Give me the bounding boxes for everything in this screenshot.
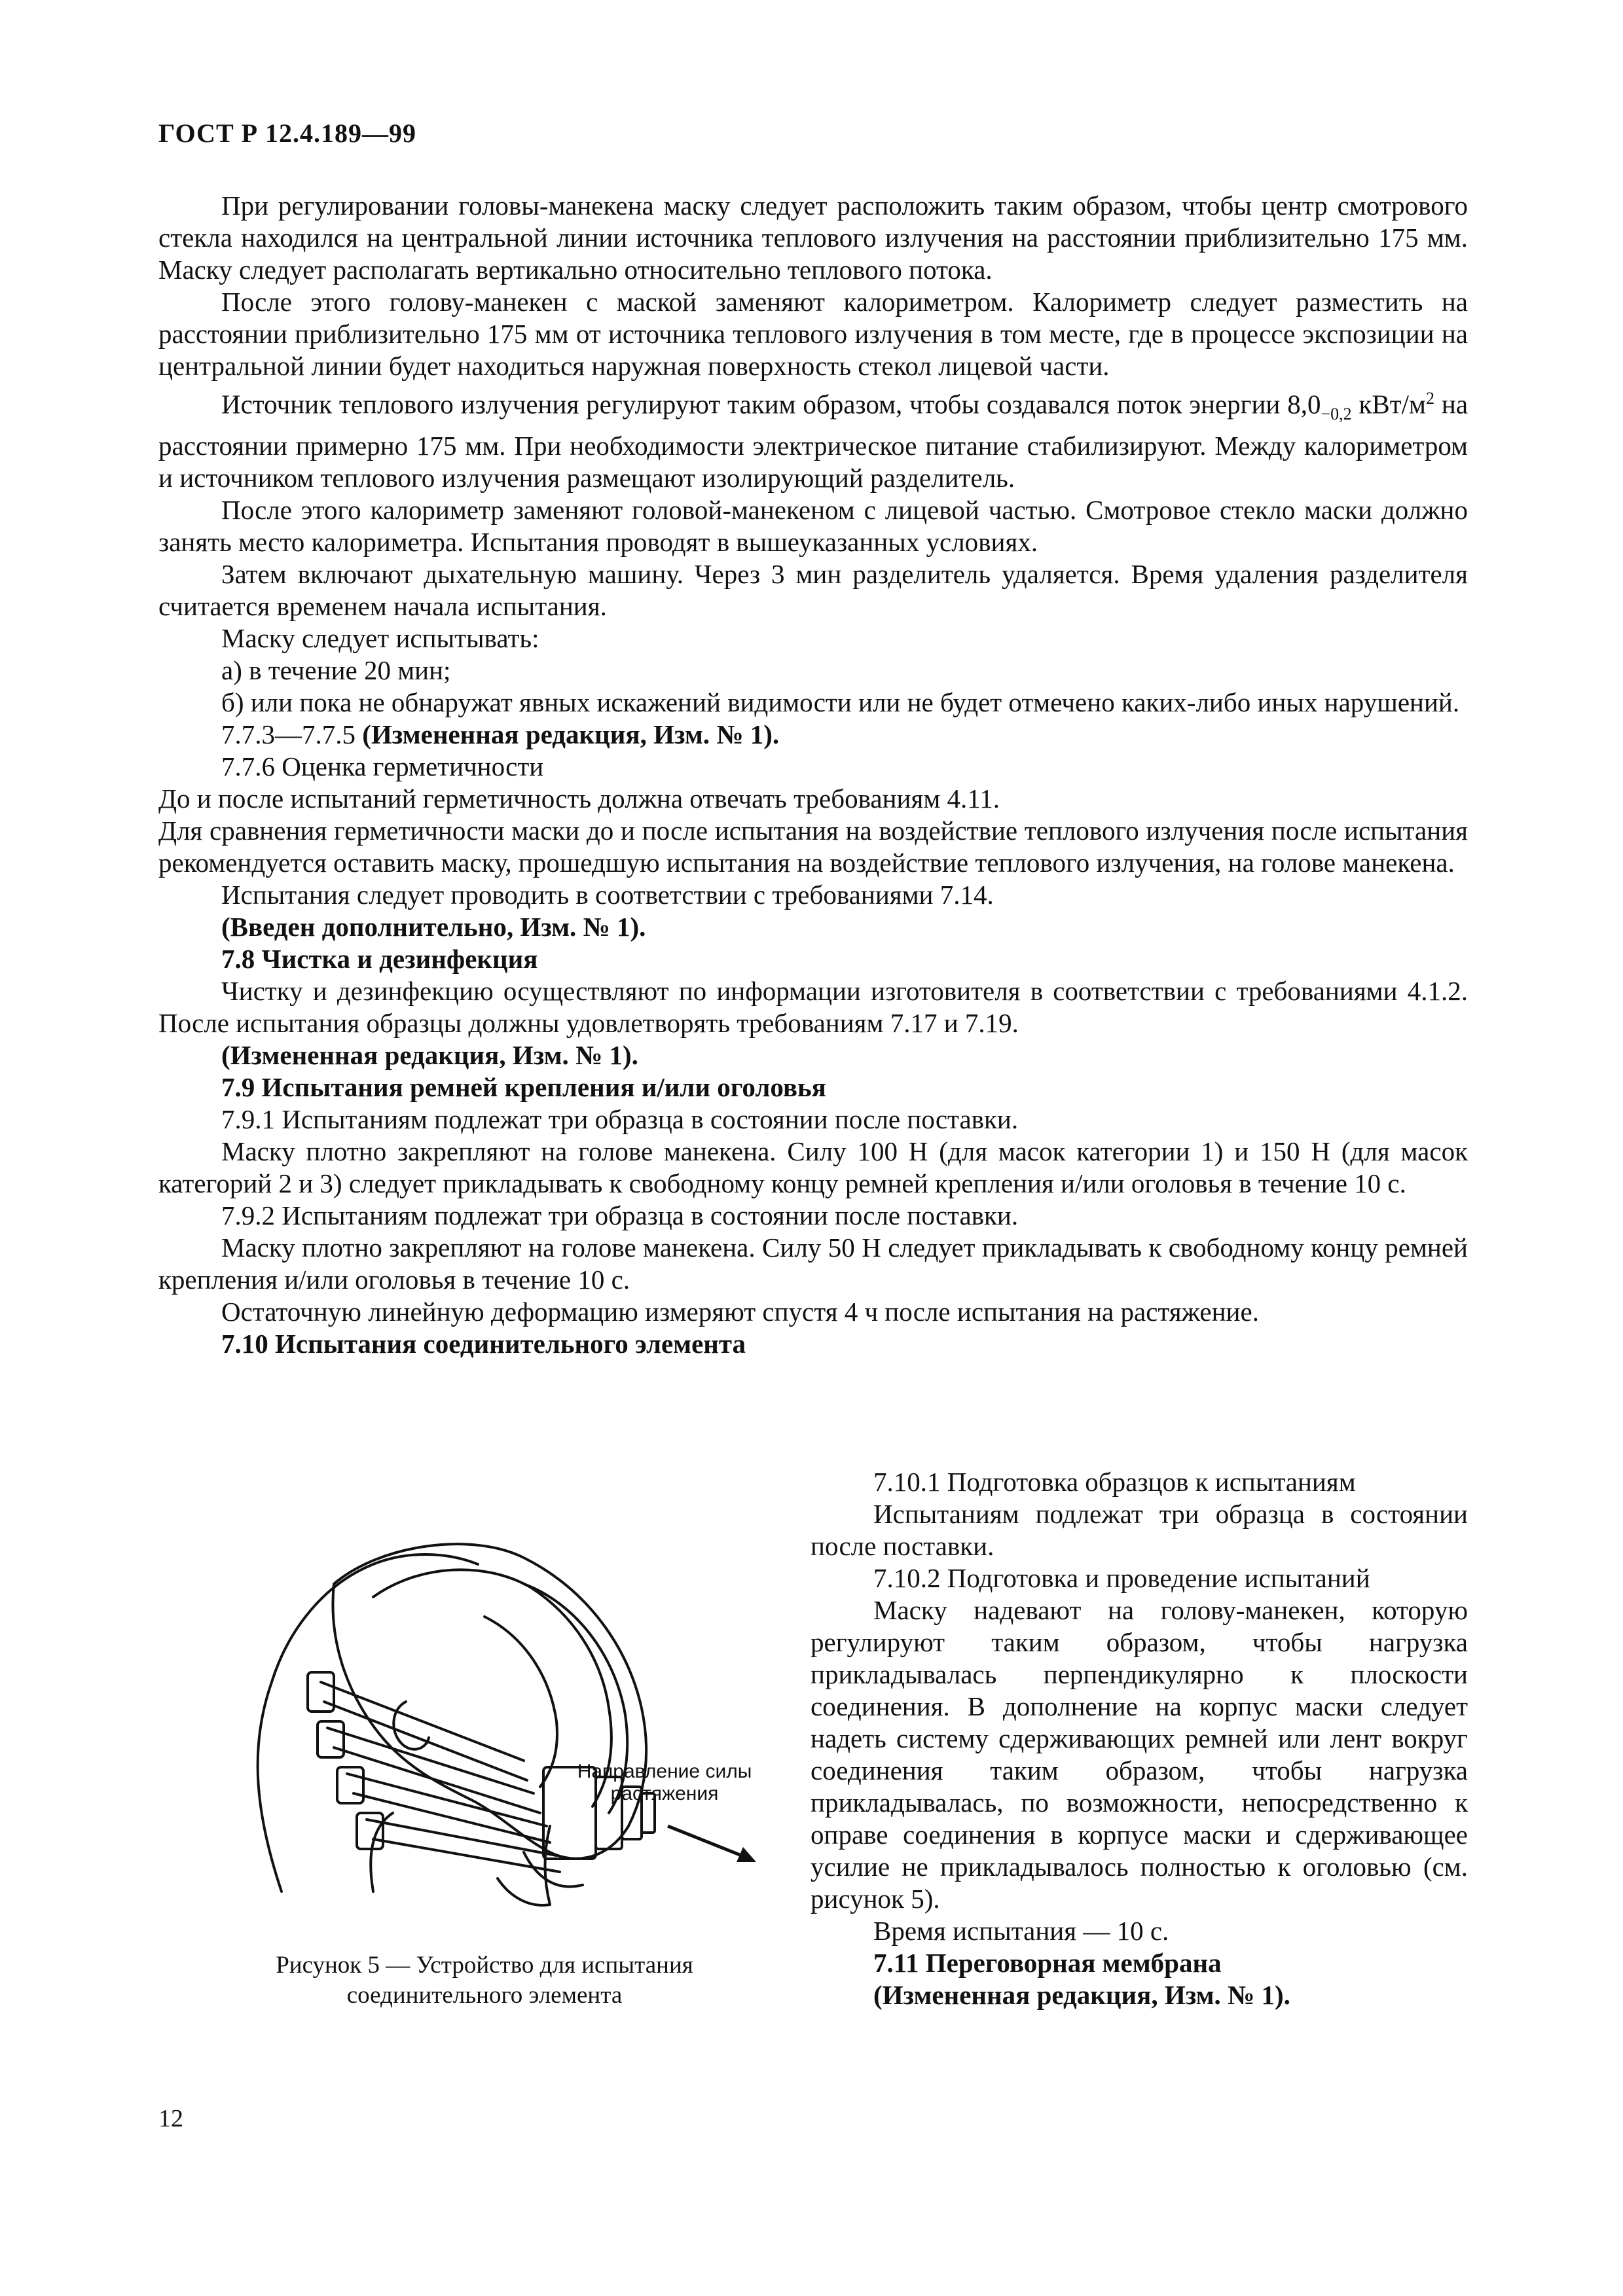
paragraph-energy [158, 382, 1468, 494]
paragraph: 7.9.2 Испытаниям подлежат три образца в состоянии после поставки. [221, 1200, 1019, 1230]
list-item: а) в течение 20 мин; [221, 655, 451, 685]
subsection-title: 7.10.1 Подготовка образцов к испытаниям [873, 1467, 1356, 1497]
amendment-note: (Измененная редакция, Изм. № 1). [221, 1039, 638, 1070]
paragraph: Затем включают дыхательную машину. Через 3 мин разделитель удаляется. Время удаления разделителя считается временем начала испытания. [158, 558, 1468, 621]
energy-value: 8,0 [1287, 389, 1321, 420]
paragraph: До и после испытаний герметичность должна отвечать требованиям 4.11. [158, 783, 1000, 814]
right-column-text [811, 1466, 1468, 2011]
paragraph: Для сравнения герметичности маски до и после испытания на воздействие теплового излучения после испытания рекомендуется оставить маску, прошедшую испытания на воздействие теплового излучения, на голове манекена. [158, 815, 1468, 878]
figure-caption [157, 1950, 812, 2011]
paragraph: Испытания следует проводить в соответствии с требованиями 7.14. [221, 879, 994, 910]
paragraph: После этого калориметр заменяют головой-манекеном с лицевой частью. Смотровое стекло маски должно занять место калориметра. Испытания проводят в вышеуказанных условиях. [158, 494, 1468, 557]
figure-5-mask-drawing [157, 1486, 818, 1983]
paragraph: Остаточную линейную деформацию измеряют спустя 4 ч после испытания на растяжение. [221, 1296, 1259, 1327]
paragraph: При регулировании головы-манекена маску следует расположить таким образом, чтобы центр смотрового стекла находился на центральной линии источника теплового излучения на расстоянии приблизительно 175 мм. Маску следует располагать вертикально относительно теплового потока. [158, 190, 1468, 285]
paragraph-text: на расстоянии примерно 175 мм. При необходимости электрическое питание стабилизируют. Между калориметром и источником теплового излучения размещают изолирующий разделитель. [158, 389, 1468, 493]
page-number: 12 [158, 2105, 183, 2132]
page-header: ГОСТ Р 12.4.189—99 [158, 118, 417, 148]
section-heading: 7.11 Переговорная мембрана [873, 1948, 1222, 1978]
paragraph-amendment [158, 719, 1468, 751]
subsection-title: 7.7.6 Оценка герметичности [221, 751, 544, 781]
clause-range: 7.7.3—7.7.5 [221, 719, 356, 749]
amendment-note: (Измененная редакция, Изм. № 1). [362, 719, 780, 749]
figure-caption-line2: соединительного элемента [346, 1982, 623, 2009]
energy-tolerance: −0,2 [1321, 404, 1352, 423]
energy-unit: кВт/м [1359, 389, 1427, 420]
paragraph: Чистку и дезинфекцию осуществляют по информации изготовителя в соответствии с требованиями 4.1.2. После испытания образцы должны удовлетворять требованиям 7.17 и 7.19. [158, 975, 1468, 1038]
force-direction-label-line1: Направление силы [577, 1761, 752, 1782]
paragraph: Маску надевают на голову-манекен, которую регулируют таким образом, чтобы нагрузка прикладывалась перпендикулярно к плоскости соединения. В дополнение на корпус маски следует надеть систему сдерживающих ремней или лент вокруг соединения таким образом, чтобы нагрузка прикладывалась, по возможности, непосредственно к оправе соединения в корпусе маски и сдерживающее усилие не прикладывалось полностью к оголовью (см. рисунок 5). [811, 1595, 1468, 1914]
force-direction-label [570, 1761, 759, 1805]
amendment-note: (Введен дополнительно, Изм. № 1). [221, 911, 646, 942]
paragraph: Маску следует испытывать: [221, 622, 539, 653]
figure-caption-line1: Рисунок 5 — Устройство для испытания [276, 1952, 693, 1979]
subsection-title: 7.10.2 Подготовка и проведение испытаний [873, 1563, 1370, 1593]
paragraph: Испытаниям подлежат три образца в состоянии после поставки. [811, 1499, 1468, 1561]
force-direction-label-line2: растяжения [610, 1783, 719, 1804]
mask-illustration [157, 1486, 818, 1983]
section-heading: 7.10 Испытания соединительного элемента [221, 1328, 746, 1359]
amendment-note: (Измененная редакция, Изм. № 1). [873, 1980, 1290, 2010]
body-text [158, 190, 1468, 1360]
list-item: б) или пока не обнаружат явных искажений видимости или не будет отмечено каких-либо иных нарушений. [221, 687, 1460, 717]
paragraph: После этого голову-манекен с маской заменяют калориметром. Калориметр следует разместить на расстоянии приблизительно 175 мм от источника теплового излучения в том месте, где в процессе экспозиции на центральной линии будет находиться наружная поверхность стекол лицевой части. [158, 287, 1468, 381]
paragraph: 7.9.1 Испытаниям подлежат три образца в состоянии после поставки. [221, 1103, 1019, 1134]
paragraph: Маску плотно закрепляют на голове манекена. Силу 50 Н следует прикладывать к свободному концу ремней крепления и/или оголовья в течение 10 с. [158, 1232, 1468, 1295]
paragraph: Маску плотно закрепляют на голове манекена. Силу 100 Н (для масок категории 1) и 150 Н (для масок категорий 2 и 3) следует прикладывать к свободному концу ремней крепления и/или оголовья в течение 10 с. [158, 1136, 1468, 1198]
section-heading: 7.8 Чистка и дезинфекция [221, 943, 538, 974]
paragraph-text: Источник теплового излучения регулируют таким образом, чтобы создавался поток энергии [221, 389, 1281, 420]
section-heading: 7.9 Испытания ремней крепления и/или оголовья [221, 1071, 826, 1102]
paragraph: Время испытания — 10 с. [873, 1916, 1169, 1946]
energy-unit-power: 2 [1426, 389, 1435, 408]
